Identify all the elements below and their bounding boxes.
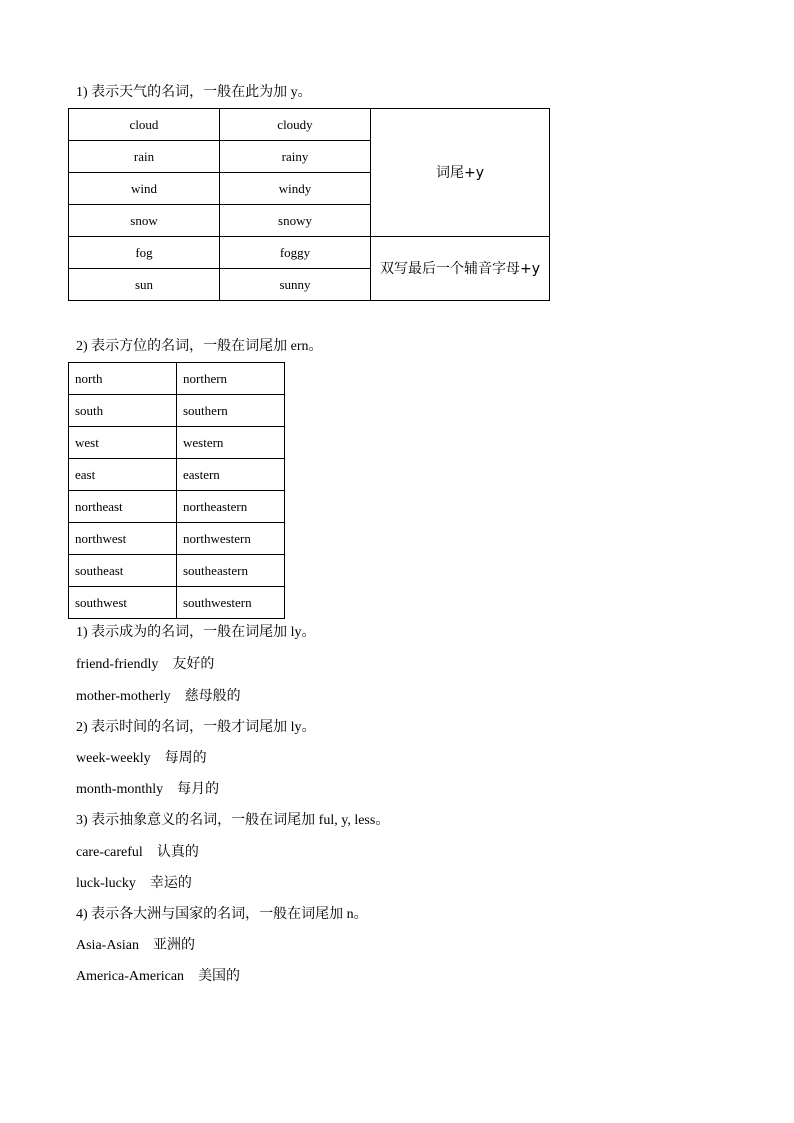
base-word-cell: fog bbox=[69, 237, 220, 269]
rule-number: 2) bbox=[76, 720, 88, 735]
derived-word-cell: cloudy bbox=[220, 109, 371, 141]
base-word-cell: rain bbox=[69, 141, 220, 173]
example-meaning: 认真的 bbox=[156, 844, 199, 860]
table-row bbox=[69, 587, 285, 619]
example-line bbox=[76, 748, 207, 769]
section2-heading-text: 表示方位的名词，一般在词尾加 bbox=[91, 338, 288, 354]
base-word-cell: northwest bbox=[69, 523, 177, 555]
derived-word-cell: northern bbox=[177, 363, 285, 395]
table-row bbox=[69, 237, 550, 269]
derived-word-cell: sunny bbox=[220, 269, 371, 301]
rule-number: 4) bbox=[76, 907, 88, 922]
rule-text: 表示抽象意义的名词，一般在词尾加 bbox=[91, 812, 316, 828]
example-line bbox=[76, 654, 214, 675]
rule-suffix: ly。 bbox=[290, 720, 316, 735]
derived-word-cell: foggy bbox=[220, 237, 371, 269]
section1-number: 1) bbox=[76, 85, 88, 100]
example-meaning: 慈母般的 bbox=[184, 688, 241, 704]
derived-word-cell: southeastern bbox=[177, 555, 285, 587]
derived-word-cell: southern bbox=[177, 395, 285, 427]
example-meaning: 每月的 bbox=[177, 781, 220, 797]
rule-heading bbox=[76, 717, 316, 738]
rule-text: 表示成为的名词，一般在词尾加 bbox=[91, 624, 288, 640]
section2-heading bbox=[76, 336, 323, 357]
section1-heading-suffix: y。 bbox=[290, 85, 312, 100]
rule-heading bbox=[76, 904, 368, 925]
weather-noun-table bbox=[68, 108, 550, 301]
example-word: Asia-Asian bbox=[76, 938, 139, 953]
derived-word-cell: northwestern bbox=[177, 523, 285, 555]
base-word-cell: east bbox=[69, 459, 177, 491]
table-row bbox=[69, 555, 285, 587]
rule-cell-double-consonant: 双写最后一个辅音字母+y bbox=[371, 237, 550, 301]
example-word: luck-lucky bbox=[76, 876, 136, 891]
example-line bbox=[76, 966, 240, 987]
example-meaning: 幸运的 bbox=[149, 875, 192, 891]
rule-cell-add-y: 词尾+y bbox=[371, 109, 550, 237]
example-word: friend-friendly bbox=[76, 657, 159, 672]
example-line bbox=[76, 873, 192, 894]
rule-text: 表示各大洲与国家的名词，一般在词尾加 bbox=[91, 906, 344, 922]
example-meaning: 亚洲的 bbox=[153, 937, 195, 953]
derived-word-cell: eastern bbox=[177, 459, 285, 491]
base-word-cell: cloud bbox=[69, 109, 220, 141]
base-word-cell: southwest bbox=[69, 587, 177, 619]
base-word-cell: south bbox=[69, 395, 177, 427]
base-word-cell: snow bbox=[69, 205, 220, 237]
table-row bbox=[69, 491, 285, 523]
example-word: care-careful bbox=[76, 845, 143, 860]
rule-text: 表示时间的名词，一般才词尾加 bbox=[91, 719, 288, 735]
rule-suffix: n。 bbox=[346, 907, 368, 922]
section2-number: 2) bbox=[76, 339, 88, 354]
example-line bbox=[76, 935, 195, 956]
example-word: America-American bbox=[76, 969, 185, 984]
example-line bbox=[76, 842, 199, 863]
derived-word-cell: snowy bbox=[220, 205, 371, 237]
table-row bbox=[69, 459, 285, 491]
derived-word-cell: rainy bbox=[220, 141, 371, 173]
derived-word-cell: northeastern bbox=[177, 491, 285, 523]
derived-word-cell: southwestern bbox=[177, 587, 285, 619]
derived-word-cell: western bbox=[177, 427, 285, 459]
example-meaning: 友好的 bbox=[172, 656, 215, 672]
section1-heading bbox=[76, 82, 312, 103]
base-word-cell: wind bbox=[69, 173, 220, 205]
base-word-cell: sun bbox=[69, 269, 220, 301]
rule-suffix: ly。 bbox=[290, 625, 316, 640]
example-line bbox=[76, 686, 241, 707]
base-word-cell: southeast bbox=[69, 555, 177, 587]
rule-number: 1) bbox=[76, 625, 88, 640]
section2-heading-suffix: ern。 bbox=[290, 339, 323, 354]
example-meaning: 美国的 bbox=[198, 968, 241, 984]
base-word-cell: west bbox=[69, 427, 177, 459]
table-row bbox=[69, 109, 550, 141]
example-meaning: 每周的 bbox=[164, 750, 207, 766]
example-word: mother-motherly bbox=[76, 689, 171, 704]
base-word-cell: north bbox=[69, 363, 177, 395]
base-word-cell: northeast bbox=[69, 491, 177, 523]
rule-suffix: ful, y, less。 bbox=[318, 813, 390, 828]
example-word: month-monthly bbox=[76, 782, 164, 797]
table-row bbox=[69, 523, 285, 555]
table-row bbox=[69, 363, 285, 395]
rule-heading bbox=[76, 810, 389, 831]
rule-heading bbox=[76, 622, 316, 643]
rule-number: 3) bbox=[76, 813, 88, 828]
derived-word-cell: windy bbox=[220, 173, 371, 205]
section1-heading-text: 表示天气的名词，一般在此为加 bbox=[91, 84, 288, 100]
example-line bbox=[76, 779, 219, 800]
direction-noun-table bbox=[68, 362, 285, 619]
example-word: week-weekly bbox=[76, 751, 151, 766]
table-row bbox=[69, 395, 285, 427]
table-row bbox=[69, 427, 285, 459]
